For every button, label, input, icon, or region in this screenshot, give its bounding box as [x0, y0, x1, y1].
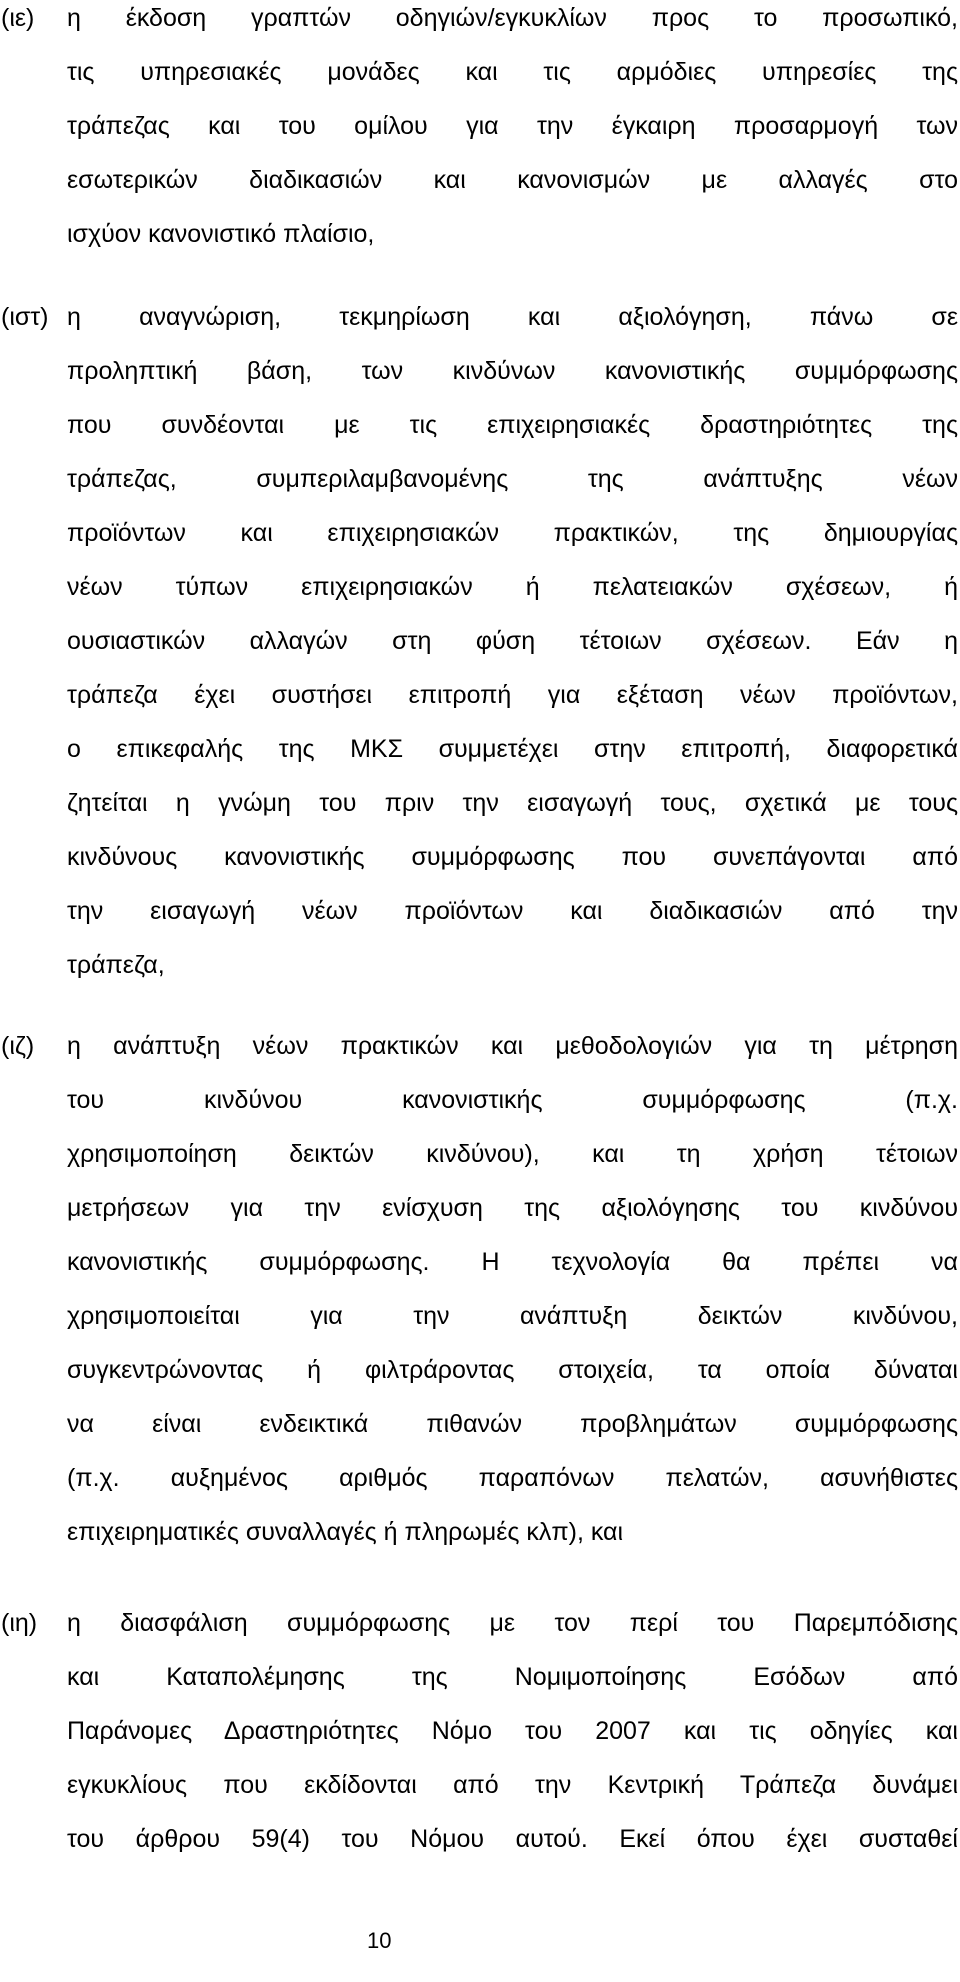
text-line: ο επικεφαλής της ΜΚΣ συμμετέχει στην επιτροπή, διαφορετικά	[67, 735, 958, 763]
text-line: ζητείται η γνώμη του πριν την εισαγωγή τους, σχετικά με τους	[67, 789, 958, 817]
list-item-text	[67, 303, 958, 1005]
text-line: την εισαγωγή νέων προϊόντων και διαδικασιών από την	[67, 897, 958, 925]
text-line: τράπεζας και του ομίλου για την έγκαιρη προσαρμογή των	[67, 112, 958, 140]
text-line: τράπεζα έχει συστήσει επιτροπή για εξέταση νέων προϊόντων,	[67, 681, 958, 709]
text-line: του κινδύνου κανονιστικής συμμόρφωσης (π.χ.	[67, 1086, 958, 1114]
list-marker: (ιε)	[1, 4, 35, 32]
list-marker: (ιη)	[1, 1609, 38, 1637]
text-line: (π.χ. αυξημένος αριθμός παραπόνων πελατών, ασυνήθιστες	[67, 1464, 958, 1492]
text-line: συγκεντρώνοντας ή φιλτράροντας στοιχεία, τα οποία δύναται	[67, 1356, 958, 1384]
text-line: κανονιστικής συμμόρφωσης. Η τεχνολογία θα πρέπει να	[67, 1248, 958, 1276]
page-number: 10	[367, 1928, 392, 1953]
text-line: χρησιμοποίηση δεικτών κινδύνου), και τη χρήση τέτοιων	[67, 1140, 958, 1168]
text-line: να είναι ενδεικτικά πιθανών προβλημάτων συμμόρφωσης	[67, 1410, 958, 1438]
text-line: η ανάπτυξη νέων πρακτικών και μεθοδολογιών για τη μέτρηση	[67, 1032, 958, 1060]
list-item-text	[67, 4, 958, 274]
text-line: η διασφάλιση συμμόρφωσης με τον περί του Παρεμπόδισης	[67, 1609, 958, 1637]
text-line: προληπτική βάση, των κινδύνων κανονιστικής συμμόρφωσης	[67, 357, 958, 385]
text-line: τράπεζας, συμπεριλαμβανομένης της ανάπτυξης νέων	[67, 465, 958, 493]
text-line: μετρήσεων για την ενίσχυση της αξιολόγησης του κινδύνου	[67, 1194, 958, 1222]
text-line: ουσιαστικών αλλαγών στη φύση τέτοιων σχέσεων. Εάν η	[67, 627, 958, 655]
list-item-text	[67, 1032, 958, 1572]
text-line: εσωτερικών διαδικασιών και κανονισμών με αλλαγές στο	[67, 166, 958, 194]
list-marker: (ιστ)	[1, 303, 49, 331]
text-line: τράπεζα,	[67, 951, 165, 979]
text-line: εγκυκλίους που εκδίδονται από την Κεντρική Τράπεζα δυνάμει	[67, 1771, 958, 1799]
text-line: προϊόντων και επιχειρησιακών πρακτικών, της δημιουργίας	[67, 519, 958, 547]
text-line: ισχύον κανονιστικό πλαίσιο,	[67, 220, 375, 248]
text-line: επιχειρηματικές συναλλαγές ή πληρωμές κλπ), και	[67, 1518, 624, 1546]
text-line: η έκδοση γραπτών οδηγιών/εγκυκλίων προς το προσωπικό,	[67, 4, 958, 32]
list-marker: (ιζ)	[1, 1032, 35, 1060]
text-line: τις υπηρεσιακές μονάδες και τις αρμόδιες υπηρεσίες της	[67, 58, 958, 86]
text-line: νέων τύπων επιχειρησιακών ή πελατειακών σχέσεων, ή	[67, 573, 958, 601]
text-line: και Καταπολέμησης της Νομιμοποίησης Εσόδων από	[67, 1663, 958, 1691]
text-line: του άρθρου 59(4) του Νόμου αυτού. Εκεί όπου έχει συσταθεί	[67, 1825, 958, 1853]
text-line: κινδύνους κανονιστικής συμμόρφωσης που συνεπάγονται από	[67, 843, 958, 871]
text-line: που συνδέονται με τις επιχειρησιακές δραστηριότητες της	[67, 411, 958, 439]
list-item-text	[67, 1609, 958, 1879]
text-line: χρησιμοποιείται για την ανάπτυξη δεικτών κινδύνου,	[67, 1302, 958, 1330]
text-line: η αναγνώριση, τεκμηρίωση και αξιολόγηση, πάνω σε	[67, 303, 958, 331]
text-line: Παράνομες Δραστηριότητες Νόμο του 2007 και τις οδηγίες και	[67, 1717, 958, 1745]
